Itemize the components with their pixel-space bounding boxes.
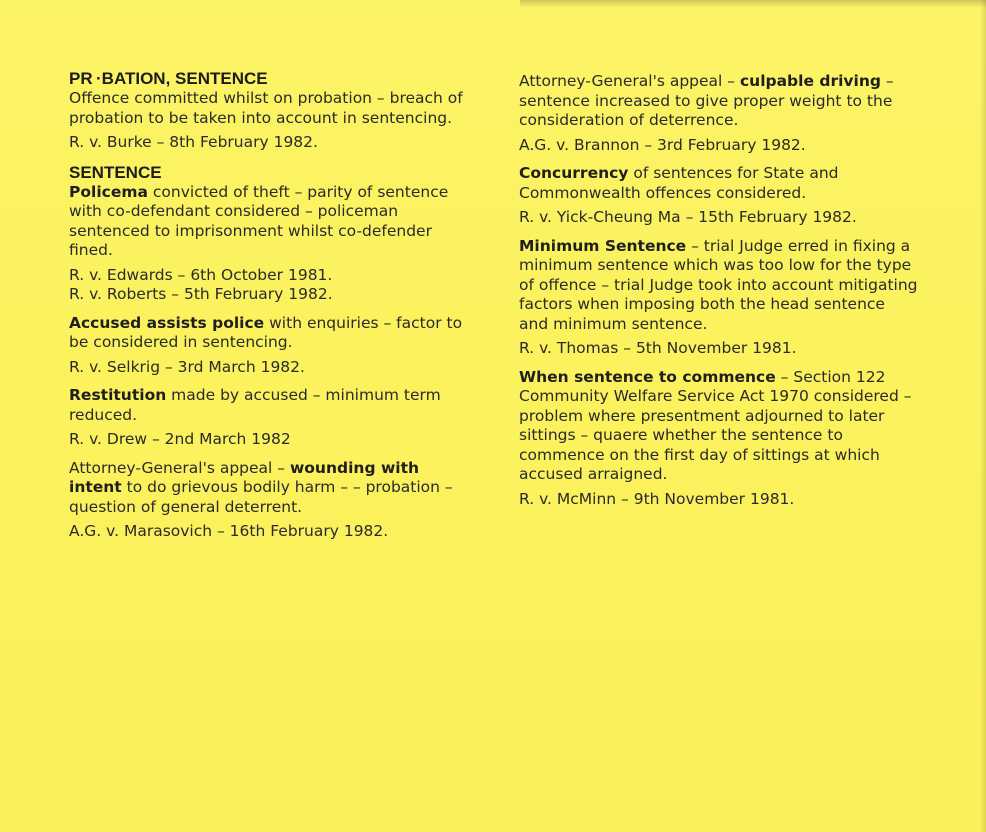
policeman-citation-roberts: R. v. Roberts – 5th February 1982. bbox=[69, 285, 333, 303]
wounding-body: to do grievous bodily harm – – probation – question of general deterrent. bbox=[69, 478, 453, 516]
wounding-lead: wounding with intent bbox=[69, 458, 420, 496]
wounding-entry-text bbox=[69, 459, 472, 518]
probation-sentence-heading: PR ·BATION, SENTENCE bbox=[69, 69, 268, 88]
assists-police-entry-text bbox=[69, 314, 472, 353]
minimum-sentence-body: – trial Judge erred in fixing a minimum sentence which was too low for the type of offence – trial Judge took into account mitigating factors when imposing both the head sentence and minimum sentence. bbox=[519, 236, 918, 333]
culpable-driving-body: – sentence increased to give proper weight to the consideration of deterrence. bbox=[519, 72, 894, 129]
restitution-body: made by accused – minimum term reduced. bbox=[69, 386, 441, 424]
probation-citation: R. v. Burke – 8th February 1982. bbox=[69, 133, 318, 151]
left-column bbox=[69, 68, 472, 551]
wounding-prefix: Attorney-General's appeal – bbox=[69, 458, 290, 477]
probation-entry-text: Offence committed whilst on probation – breach of probation to be taken into account in sentencing. bbox=[69, 89, 463, 127]
culpable-driving-citation: A.G. v. Brannon – 3rd February 1982. bbox=[519, 135, 806, 154]
sentence-commence-lead: When sentence to commence bbox=[519, 367, 776, 386]
wounding-citation: A.G. v. Marasovich – 16th February 1982. bbox=[69, 522, 389, 540]
probation-section bbox=[69, 68, 472, 153]
policeman-lead: Policema bbox=[69, 182, 148, 201]
restitution-citation: R. v. Drew – 2nd March 1982 bbox=[69, 430, 291, 448]
minimum-sentence-citation: R. v. Thomas – 5th November 1981. bbox=[519, 339, 797, 357]
minimum-sentence-entry bbox=[519, 237, 919, 359]
culpable-driving-entry-text bbox=[519, 72, 919, 131]
right-column bbox=[519, 72, 919, 518]
minimum-sentence-entry-text bbox=[519, 237, 919, 335]
sentence-commence-entry bbox=[519, 368, 919, 510]
sentence-commence-entry-text bbox=[519, 368, 919, 485]
assists-police-body: with enquiries – factor to be considered in sentencing. bbox=[69, 313, 463, 351]
sentence-heading: SENTENCE bbox=[69, 162, 162, 182]
minimum-sentence-lead: Minimum Sentence bbox=[519, 236, 687, 255]
restitution-entry-text bbox=[69, 386, 472, 425]
assists-police-entry bbox=[69, 314, 472, 378]
page-right-shadow bbox=[980, 0, 986, 832]
assists-police-lead: Accused assists police bbox=[69, 313, 265, 332]
culpable-driving-prefix: Attorney-General's appeal – bbox=[519, 72, 740, 90]
concurrency-citation: R. v. Yick-Cheung Ma – 15th February 1982. bbox=[519, 208, 857, 226]
policeman-entry bbox=[69, 183, 472, 305]
probation-entry bbox=[69, 89, 472, 153]
concurrency-entry bbox=[519, 164, 919, 228]
wounding-entry bbox=[69, 459, 472, 542]
policeman-entry-text bbox=[69, 183, 472, 261]
sentence-commence-body: – Section 122 Community Welfare Service Act 1970 considered – problem where presentment adjourned to later sittings – quaere whether the sentence to commence on the first day of sittings at which accused arraigned. bbox=[519, 367, 912, 483]
page-edge-shadow bbox=[520, 0, 986, 8]
concurrency-lead: Concurrency bbox=[519, 164, 629, 182]
assists-police-citation: R. v. Selkrig – 3rd March 1982. bbox=[69, 357, 305, 376]
culpable-driving-entry bbox=[519, 72, 919, 155]
restitution-entry bbox=[69, 386, 472, 450]
concurrency-entry-text bbox=[519, 164, 919, 203]
culpable-driving-lead: culpable driving bbox=[739, 72, 881, 90]
sentence-commence-citation: R. v. McMinn – 9th November 1981. bbox=[519, 489, 795, 508]
policeman-body: convicted of theft – parity of sentence with co-defendant considered – policeman sentenced to imprisonment whilst co-defender fined. bbox=[69, 182, 449, 259]
policeman-citation-edwards: R. v. Edwards – 6th October 1981. bbox=[69, 265, 333, 284]
concurrency-body: of sentences for State and Commonwealth offences considered. bbox=[519, 164, 839, 202]
restitution-lead: Restitution bbox=[69, 386, 167, 404]
